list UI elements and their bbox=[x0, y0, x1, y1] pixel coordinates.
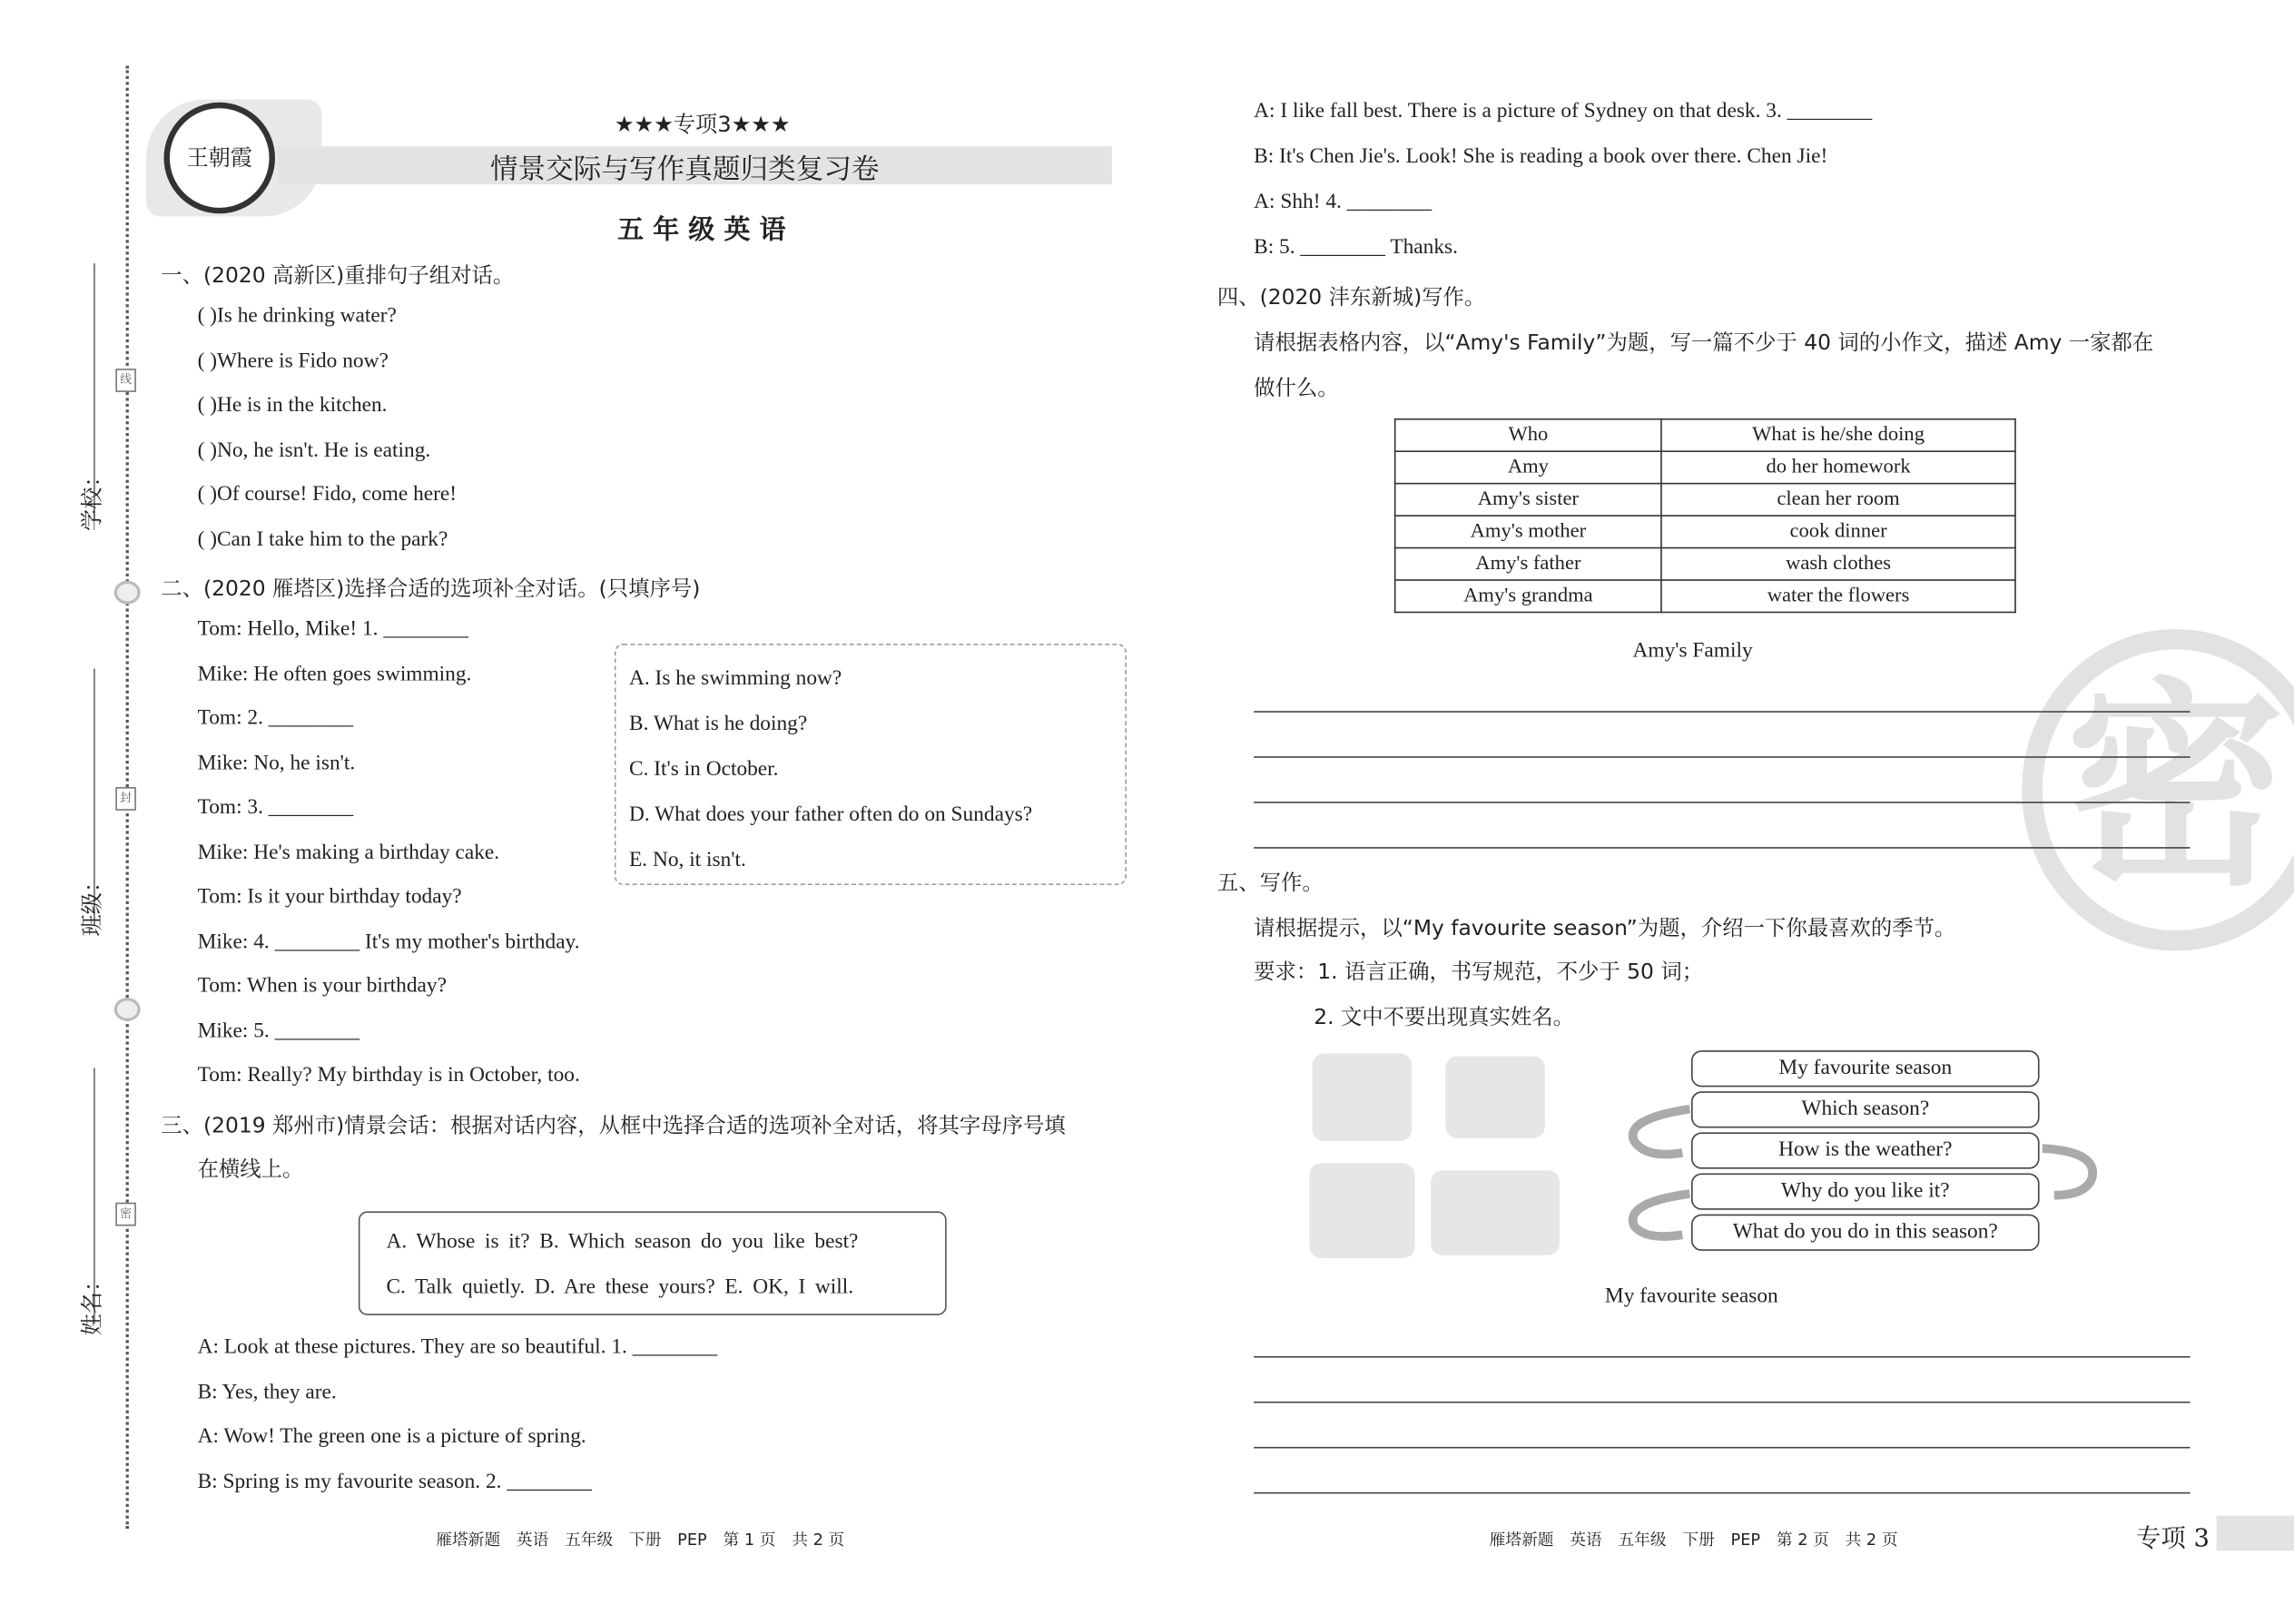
dialogue-line: Tom: 3. ________ bbox=[197, 795, 354, 820]
reorder-item: ( )He is in the kitchen. bbox=[197, 393, 388, 418]
scissors-icon bbox=[114, 581, 141, 605]
footer-right: 雁塔新题 英语 五年级 下册 PEP 第 2 页 共 2 页 bbox=[1489, 1530, 1898, 1550]
footer-left: 雁塔新题 英语 五年级 下册 PEP 第 1 页 共 2 页 bbox=[436, 1530, 845, 1550]
dialogue-line: Mike: He's making a birthday cake. bbox=[197, 840, 500, 864]
table-row bbox=[1395, 548, 2015, 580]
writing-line[interactable] bbox=[1254, 802, 2190, 803]
dialogue-line: B: It's Chen Jie's. Look! She is reading a book over there. Chen Jie! bbox=[1254, 144, 1828, 169]
dialogue-line: A: Look at these pictures. They are so beautiful. 1. ________ bbox=[197, 1335, 718, 1360]
dialogue-line: Tom: Really? My birthday is in October, too. bbox=[197, 1063, 580, 1088]
reorder-item: ( )Of course! Fido, come here! bbox=[197, 482, 458, 507]
writing-line[interactable] bbox=[1254, 1356, 2190, 1358]
writing-line[interactable] bbox=[1254, 847, 2190, 849]
table-cell: wash clothes bbox=[1661, 548, 2015, 580]
reorder-item: ( )Where is Fido now? bbox=[197, 349, 389, 373]
option-item: C. It's in October. bbox=[628, 757, 779, 782]
table-cell: Amy bbox=[1395, 451, 1661, 483]
outline-box: Which season? bbox=[1691, 1091, 2040, 1127]
dialogue-line: A: Wow! The green one is a picture of spring. bbox=[197, 1424, 586, 1449]
outline-box: How is the weather? bbox=[1691, 1132, 2040, 1168]
dialogue-line: B: 5. ________ Thanks. bbox=[1254, 235, 1458, 260]
flow-arrow-right bbox=[2036, 1134, 2110, 1215]
section-4-prompt: 请根据表格内容，以“Amy's Family”为题，写一篇不少于 40 词的小作文，描述 Amy 一家都在 bbox=[1254, 331, 2154, 356]
table-cell: What is he/she doing bbox=[1661, 419, 2015, 451]
series-badge: ★★★专项3★★★ bbox=[614, 111, 791, 138]
family-table bbox=[1394, 418, 2016, 613]
series-tab: 专项 3 bbox=[2135, 1524, 2210, 1554]
class-label: 班级： bbox=[79, 870, 106, 937]
table-row bbox=[1395, 516, 2015, 547]
option-row: C. Talk quietly. D. Are these yours? E. OK, I will. bbox=[386, 1275, 854, 1300]
table-cell: Amy's grandma bbox=[1395, 580, 1661, 612]
publisher-logo bbox=[163, 103, 274, 213]
dialogue-line: A: Shh! 4. ________ bbox=[1254, 190, 1433, 214]
dialogue-line: Tom: When is your birthday? bbox=[197, 974, 447, 999]
mark-feng: 封 bbox=[115, 787, 136, 811]
section-4-prompt-cont: 做什么。 bbox=[1254, 377, 1339, 401]
writing-line[interactable] bbox=[1254, 1447, 2190, 1449]
outline-box: Why do you like it? bbox=[1691, 1174, 2040, 1210]
table-header-row bbox=[1395, 419, 2015, 451]
section-2-heading: 二、(2020 雁塔区)选择合适的选项补全对话。(只填序号) bbox=[161, 577, 701, 602]
table-cell: Amy's sister bbox=[1395, 484, 1661, 516]
table-row bbox=[1395, 484, 2015, 516]
page-subtitle: 五 年 级 英 语 bbox=[617, 214, 786, 246]
dialogue-line: Tom: Hello, Mike! 1. ________ bbox=[197, 617, 468, 641]
option-row: A. Whose is it? B. Which season do you like best? bbox=[386, 1230, 859, 1255]
section-3-heading: 三、(2019 郑州市)情景会话：根据对话内容，从框中选择合适的选项补全对话，将其字母序号填 bbox=[161, 1115, 1066, 1138]
writing-line[interactable] bbox=[1254, 1402, 2190, 1403]
confidential-watermark bbox=[2022, 629, 2294, 951]
section-5-req-1: 要求：1. 语言正确，书写规范，不少于 50 词； bbox=[1254, 960, 1704, 985]
scissors-icon bbox=[114, 998, 141, 1021]
writing-line[interactable] bbox=[1254, 711, 2190, 713]
section-3-heading-cont: 在横线上。 bbox=[197, 1158, 304, 1183]
dialogue-line: Tom: Is it your birthday today? bbox=[197, 885, 462, 909]
writing-line[interactable] bbox=[1254, 756, 2190, 758]
writing-line[interactable] bbox=[1254, 1492, 2190, 1494]
table-cell: water the flowers bbox=[1661, 580, 2015, 612]
logo-text: 王朝霞 bbox=[186, 144, 253, 172]
dialogue-line: B: Spring is my favourite season. 2. ________ bbox=[197, 1469, 592, 1493]
table-cell: Who bbox=[1395, 419, 1661, 451]
reorder-item: ( )Can I take him to the park? bbox=[197, 527, 448, 551]
dialogue-line: A: I like fall best. There is a picture of Sydney on that desk. 3. ________ bbox=[1254, 99, 1873, 123]
dialogue-line: Tom: 2. ________ bbox=[197, 706, 354, 731]
table-cell: cook dinner bbox=[1661, 516, 2015, 547]
dialogue-line: B: Yes, they are. bbox=[197, 1380, 337, 1404]
section-1-heading: 一、(2020 高新区)重排句子组对话。 bbox=[161, 264, 515, 289]
winter-picture bbox=[1431, 1170, 1560, 1255]
dialogue-line: Mike: He often goes swimming. bbox=[197, 662, 472, 686]
option-item: E. No, it isn't. bbox=[628, 848, 746, 872]
school-label: 学校： bbox=[79, 465, 106, 532]
outline-box: What do you do in this season? bbox=[1691, 1215, 2040, 1251]
table-cell: do her homework bbox=[1661, 451, 2015, 483]
table-row bbox=[1395, 580, 2015, 612]
table-row bbox=[1395, 451, 2015, 483]
flow-arrows-left bbox=[1617, 1097, 1705, 1258]
section-5-req-2: 2. 文中不要出现真实姓名。 bbox=[1314, 1006, 1575, 1030]
fall-picture bbox=[1309, 1163, 1414, 1258]
watermark-text: 密 bbox=[2065, 661, 2286, 916]
season-caption: My favourite season bbox=[1604, 1284, 1778, 1308]
table-cell: Amy's father bbox=[1395, 548, 1661, 580]
section-5-prompt: 请根据提示，以“My favourite season”为题，介绍一下你最喜欢的季节。 bbox=[1254, 917, 1956, 941]
page-title: 情景交际与写作真题归类复习卷 bbox=[489, 153, 880, 186]
reorder-item: ( )Is he drinking water? bbox=[197, 304, 397, 328]
summer-picture bbox=[1445, 1057, 1545, 1138]
dialogue-line: Mike: 4. ________ It's my mother's birthday. bbox=[197, 930, 580, 953]
name-label: 姓名： bbox=[79, 1269, 106, 1336]
spring-picture bbox=[1313, 1053, 1413, 1141]
option-item: B. What is he doing? bbox=[628, 712, 808, 736]
section-4-heading: 四、(2020 沣东新城)写作。 bbox=[1216, 286, 1486, 310]
option-item: A. Is he swimming now? bbox=[628, 666, 842, 691]
table-cell: clean her room bbox=[1661, 484, 2015, 516]
section-5-heading: 五、写作。 bbox=[1216, 871, 1324, 896]
mark-mi: 密 bbox=[115, 1203, 136, 1226]
outline-box: My favourite season bbox=[1691, 1050, 2040, 1087]
mark-xian: 线 bbox=[115, 369, 136, 392]
tab-band bbox=[2217, 1516, 2294, 1551]
table-caption: Amy's Family bbox=[1632, 639, 1753, 664]
table-cell: Amy's mother bbox=[1395, 516, 1661, 547]
dialogue-line: Mike: No, he isn't. bbox=[197, 751, 356, 775]
option-item: D. What does your father often do on Sundays? bbox=[628, 802, 1033, 827]
dialogue-line: Mike: 5. ________ bbox=[197, 1019, 360, 1043]
reorder-item: ( )No, he isn't. He is eating. bbox=[197, 438, 431, 462]
